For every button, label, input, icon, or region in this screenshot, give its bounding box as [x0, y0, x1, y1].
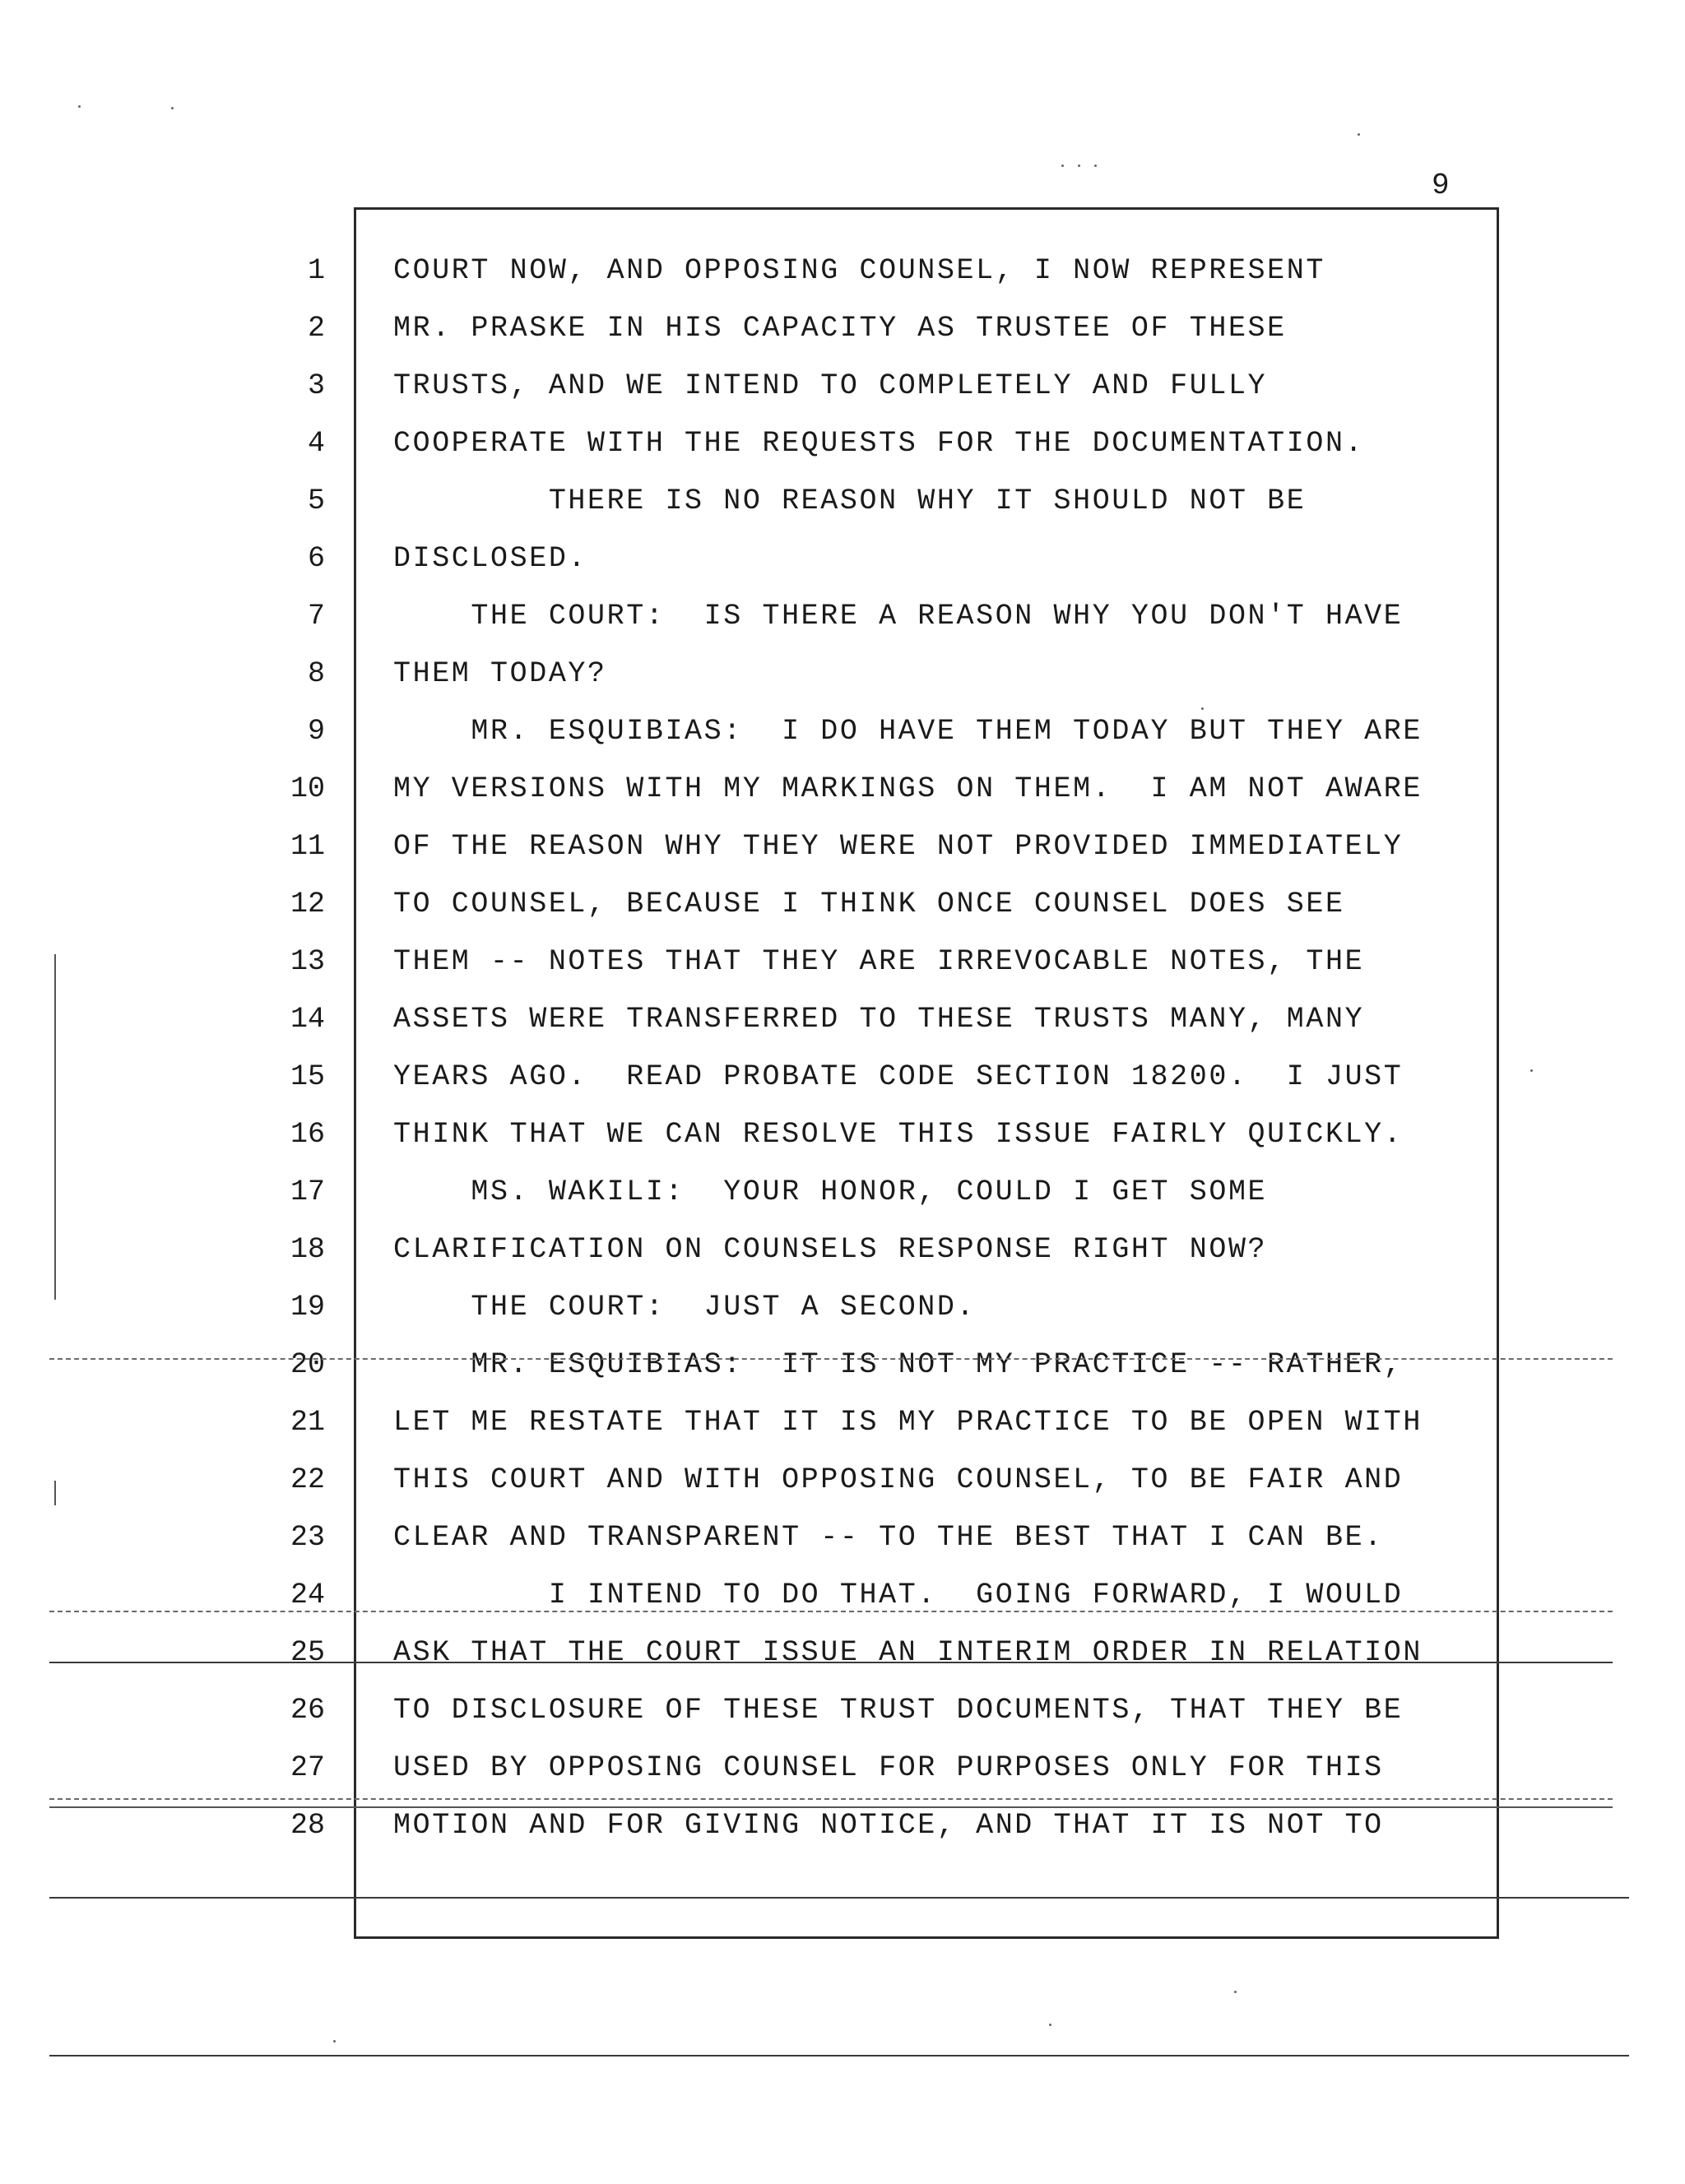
scan-artifact-line	[49, 1806, 1613, 1808]
transcript-line: OF THE REASON WHY THEY WERE NOT PROVIDED IMMEDIATELY	[393, 830, 1404, 863]
line-number: 8	[307, 657, 325, 690]
scan-artifact-line	[49, 1611, 1613, 1612]
line-number: 13	[290, 945, 325, 978]
transcript-line: YEARS AGO. READ PROBATE CODE SECTION 18200. I JUST	[393, 1060, 1404, 1093]
transcript-line: LET ME RESTATE THAT IT IS MY PRACTICE TO BE OPEN WITH	[393, 1406, 1423, 1439]
line-number: 12	[290, 888, 325, 920]
transcript-line: CLEAR AND TRANSPARENT -- TO THE BEST THAT I CAN BE.	[393, 1521, 1384, 1554]
scan-artifact-line	[49, 1358, 1613, 1360]
scan-speck	[1358, 133, 1360, 136]
scan-speck	[1061, 165, 1064, 167]
line-number: 23	[290, 1521, 325, 1554]
line-number: 16	[290, 1118, 325, 1151]
transcript-line: THINK THAT WE CAN RESOLVE THIS ISSUE FAIRLY QUICKLY.	[393, 1118, 1404, 1151]
scan-artifact-margin	[54, 954, 56, 1300]
line-number: 26	[290, 1694, 325, 1727]
line-number: 4	[307, 427, 325, 460]
line-number: 22	[290, 1463, 325, 1496]
scan-artifact-line	[49, 1798, 1613, 1800]
line-number: 24	[290, 1579, 325, 1611]
scan-artifact-line	[49, 1662, 1613, 1663]
scan-speck	[1078, 165, 1080, 167]
line-number: 28	[290, 1809, 325, 1842]
scan-speck	[333, 2040, 336, 2043]
scan-speck	[1201, 707, 1204, 710]
line-number: 5	[307, 485, 325, 517]
transcript-line: USED BY OPPOSING COUNSEL FOR PURPOSES ONLY FOR THIS	[393, 1751, 1384, 1784]
transcript-line: MS. WAKILI: YOUR HONOR, COULD I GET SOME	[393, 1175, 1268, 1208]
line-number: 9	[307, 715, 325, 748]
transcript-line: THERE IS NO REASON WHY IT SHOULD NOT BE	[393, 485, 1307, 517]
line-number: 21	[290, 1406, 325, 1439]
transcript-line: COOPERATE WITH THE REQUESTS FOR THE DOCUMENTATION.	[393, 427, 1365, 460]
transcript-line: I INTEND TO DO THAT. GOING FORWARD, I WOULD	[393, 1579, 1404, 1611]
line-number: 17	[290, 1175, 325, 1208]
line-number: 18	[290, 1233, 325, 1266]
transcript-line: ASSETS WERE TRANSFERRED TO THESE TRUSTS MANY, MANY	[393, 1003, 1365, 1036]
transcript-line: MY VERSIONS WITH MY MARKINGS ON THEM. I AM NOT AWARE	[393, 772, 1423, 805]
transcript-line: TO COUNSEL, BECAUSE I THINK ONCE COUNSEL DOES SEE	[393, 888, 1345, 920]
scan-speck	[78, 105, 81, 108]
line-number: 2	[307, 312, 325, 345]
transcript-line: CLARIFICATION ON COUNSELS RESPONSE RIGHT NOW?	[393, 1233, 1268, 1266]
page-number: 9	[1432, 169, 1451, 202]
transcript-line: THEM -- NOTES THAT THEY ARE IRREVOCABLE NOTES, THE	[393, 945, 1365, 978]
scan-speck	[1049, 2024, 1051, 2026]
transcript-line: MR. PRASKE IN HIS CAPACITY AS TRUSTEE OF THESE	[393, 312, 1287, 345]
transcript-line: MR. ESQUIBIAS: I DO HAVE THEM TODAY BUT THEY ARE	[393, 715, 1423, 748]
scan-artifact-line	[49, 2055, 1629, 2056]
line-number: 19	[290, 1291, 325, 1324]
line-number: 14	[290, 1003, 325, 1036]
scan-speck	[1234, 1991, 1237, 1993]
transcript-line: THEM TODAY?	[393, 657, 607, 690]
transcript-line: DISCLOSED.	[393, 542, 588, 575]
line-number: 7	[307, 600, 325, 633]
transcript-line: MR. ESQUIBIAS: IT IS NOT MY PRACTICE -- RATHER,	[393, 1348, 1404, 1381]
transcript-line: THE COURT: JUST A SECOND.	[393, 1291, 977, 1324]
transcript-line: TRUSTS, AND WE INTEND TO COMPLETELY AND FULLY	[393, 369, 1268, 402]
line-number: 1	[307, 254, 325, 287]
scan-speck	[1530, 1069, 1533, 1072]
line-number: 11	[290, 830, 325, 863]
transcript-line: THIS COURT AND WITH OPPOSING COUNSEL, TO BE FAIR AND	[393, 1463, 1404, 1496]
scan-artifact-line	[49, 1897, 1629, 1899]
line-number: 3	[307, 369, 325, 402]
line-number: 10	[290, 772, 325, 805]
line-number: 25	[290, 1636, 325, 1669]
transcript-line: MOTION AND FOR GIVING NOTICE, AND THAT IT IS NOT TO	[393, 1809, 1384, 1842]
line-number: 27	[290, 1751, 325, 1784]
transcript-line: THE COURT: IS THERE A REASON WHY YOU DON'T HAVE	[393, 600, 1404, 633]
transcript-line: TO DISCLOSURE OF THESE TRUST DOCUMENTS, THAT THEY BE	[393, 1694, 1404, 1727]
transcript-line: COURT NOW, AND OPPOSING COUNSEL, I NOW REPRESENT	[393, 254, 1325, 287]
scan-speck	[171, 107, 174, 109]
line-number: 6	[307, 542, 325, 575]
scan-speck	[1094, 165, 1097, 167]
line-number: 20	[290, 1348, 325, 1381]
line-number: 15	[290, 1060, 325, 1093]
scan-artifact-margin	[54, 1481, 56, 1505]
transcript-line: ASK THAT THE COURT ISSUE AN INTERIM ORDER IN RELATION	[393, 1636, 1423, 1669]
